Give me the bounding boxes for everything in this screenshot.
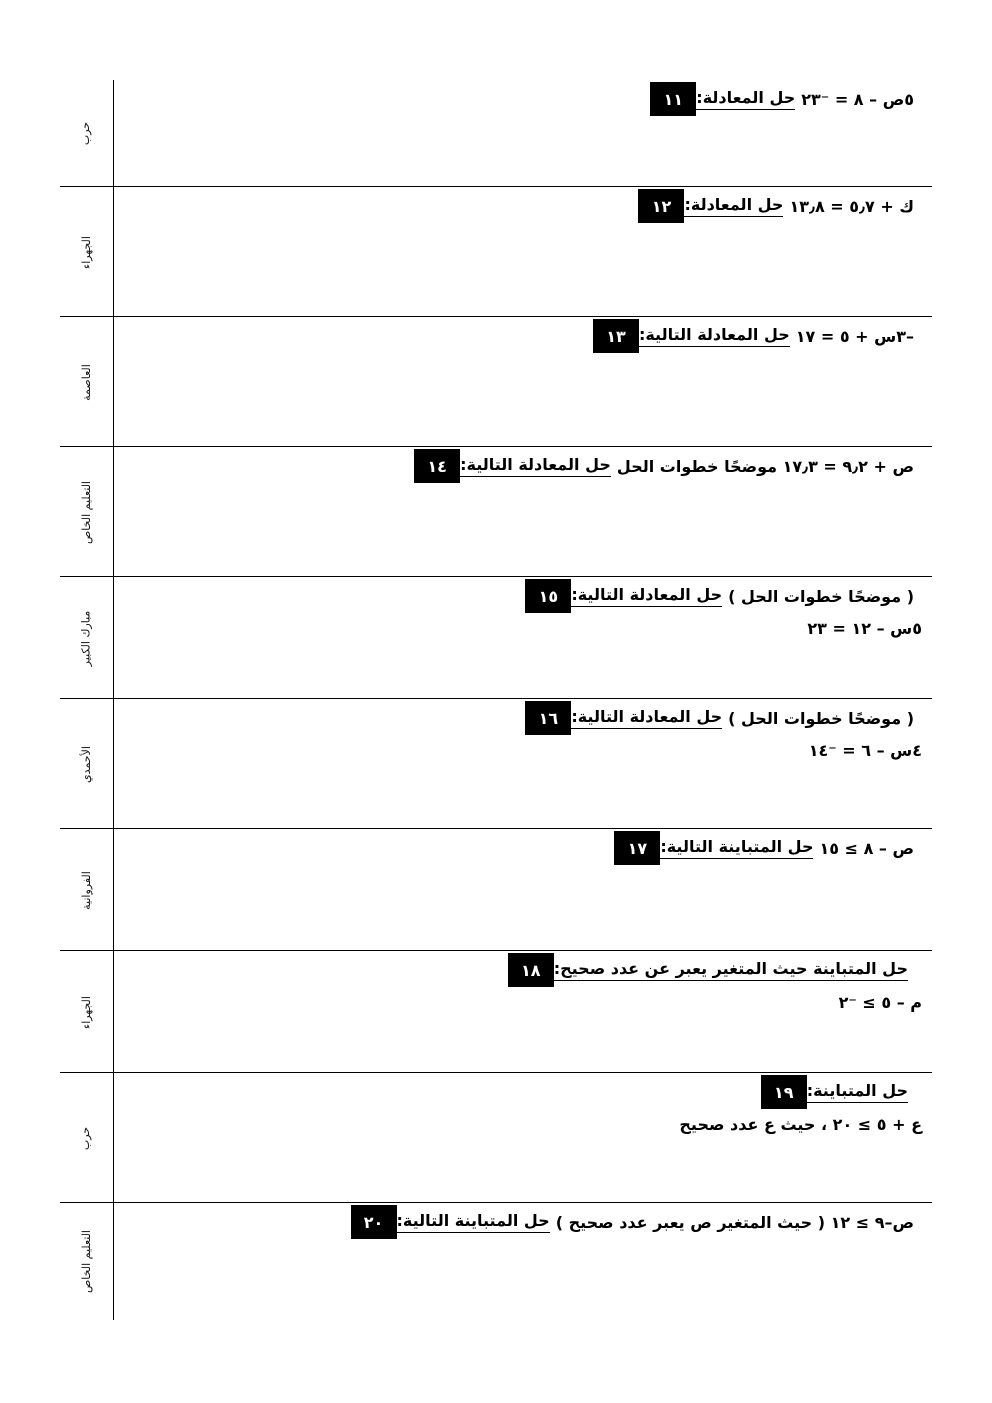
question-number: ٢٠: [351, 1205, 397, 1239]
question-header: [638, 189, 924, 223]
question-row: [0, 829, 992, 951]
question-number: ١٤: [414, 449, 460, 483]
question-header: [593, 319, 924, 353]
question-equation: م – ٥ ≥ ⁻٢: [838, 993, 922, 1012]
question-row: [0, 317, 992, 447]
side-label: التعليم الخاص: [79, 1230, 93, 1293]
question-row: [0, 577, 992, 699]
side-label: الجهراء: [79, 235, 93, 269]
side-label: الفروانية: [79, 870, 93, 910]
question-header: [650, 82, 924, 116]
question-label: حل المعادلة التالية:: [571, 707, 722, 729]
question-number: ١٦: [525, 701, 571, 735]
question-label: حل المتباينة حيث المتغير يعبر عن عدد صحيح:: [554, 959, 908, 981]
question-label: حل المعادلة التالية:: [571, 585, 722, 607]
question-header: [525, 579, 924, 613]
question-expression: ( موضحًا خطوات الحل ): [728, 708, 914, 728]
side-label: الجهراء: [79, 995, 93, 1029]
side-label: حرب: [79, 1126, 93, 1150]
question-header: [351, 1205, 924, 1239]
question-header: [414, 449, 924, 483]
question-expression: ص – ٨ ≥ ١٥: [819, 838, 914, 858]
question-equation: ٥س – ١٢ = ٢٣: [807, 619, 922, 638]
side-label: الأحمدي: [79, 745, 93, 783]
question-label: حل المعادلة:: [684, 195, 783, 217]
question-expression: –٣س + ٥ = ١٧: [795, 326, 914, 346]
question-header: [525, 701, 924, 735]
question-label: حل المعادلة:: [696, 88, 795, 110]
side-label: مبارك الكبير: [79, 610, 93, 666]
question-header: [614, 831, 924, 865]
side-label: حرب: [79, 121, 93, 146]
question-header: [508, 953, 924, 987]
question-expression: ص–٩ ≥ ١٢ ( حيث المتغير ص يعبر عدد صحيح ): [555, 1212, 914, 1232]
question-row: [0, 951, 992, 1073]
question-number: ١١: [650, 82, 696, 116]
question-number: ١٨: [508, 953, 554, 987]
question-label: حل المتباينة:: [807, 1081, 908, 1103]
question-label: حل المعادلة التالية:: [460, 455, 611, 477]
side-label: التعليم الخاص: [79, 480, 93, 544]
question-equation: ٤س – ٦ = ⁻١٤: [808, 741, 922, 760]
question-row: [0, 1073, 992, 1203]
side-label: العاصمة: [79, 363, 93, 401]
question-number: ١٣: [593, 319, 639, 353]
question-label: حل المتباينة التالية:: [397, 1211, 550, 1233]
question-label: حل المعادلة التالية:: [639, 325, 790, 347]
question-header: [761, 1075, 924, 1109]
question-row: [0, 447, 992, 577]
question-number: ١٥: [525, 579, 571, 613]
question-equation: ع + ٥ ≥ ٢٠ ، حيث ع عدد صحيح: [679, 1115, 922, 1134]
question-number: ١٢: [638, 189, 684, 223]
question-number: ١٩: [761, 1075, 807, 1109]
question-row: [0, 1203, 992, 1320]
question-row: [0, 187, 992, 317]
question-row: [0, 699, 992, 829]
question-expression: ( موضحًا خطوات الحل ): [728, 586, 914, 606]
question-expression: ص + ٩٫٢ = ١٧٫٣ موضحًا خطوات الحل: [616, 456, 914, 476]
question-number: ١٧: [614, 831, 660, 865]
question-row: [0, 80, 992, 187]
question-label: حل المتباينة التالية:: [660, 837, 813, 859]
question-expression: ٥ص – ٨ = ⁻٢٣: [801, 89, 914, 109]
question-expression: ك + ٥٫٧ = ١٣٫٨: [789, 196, 914, 216]
